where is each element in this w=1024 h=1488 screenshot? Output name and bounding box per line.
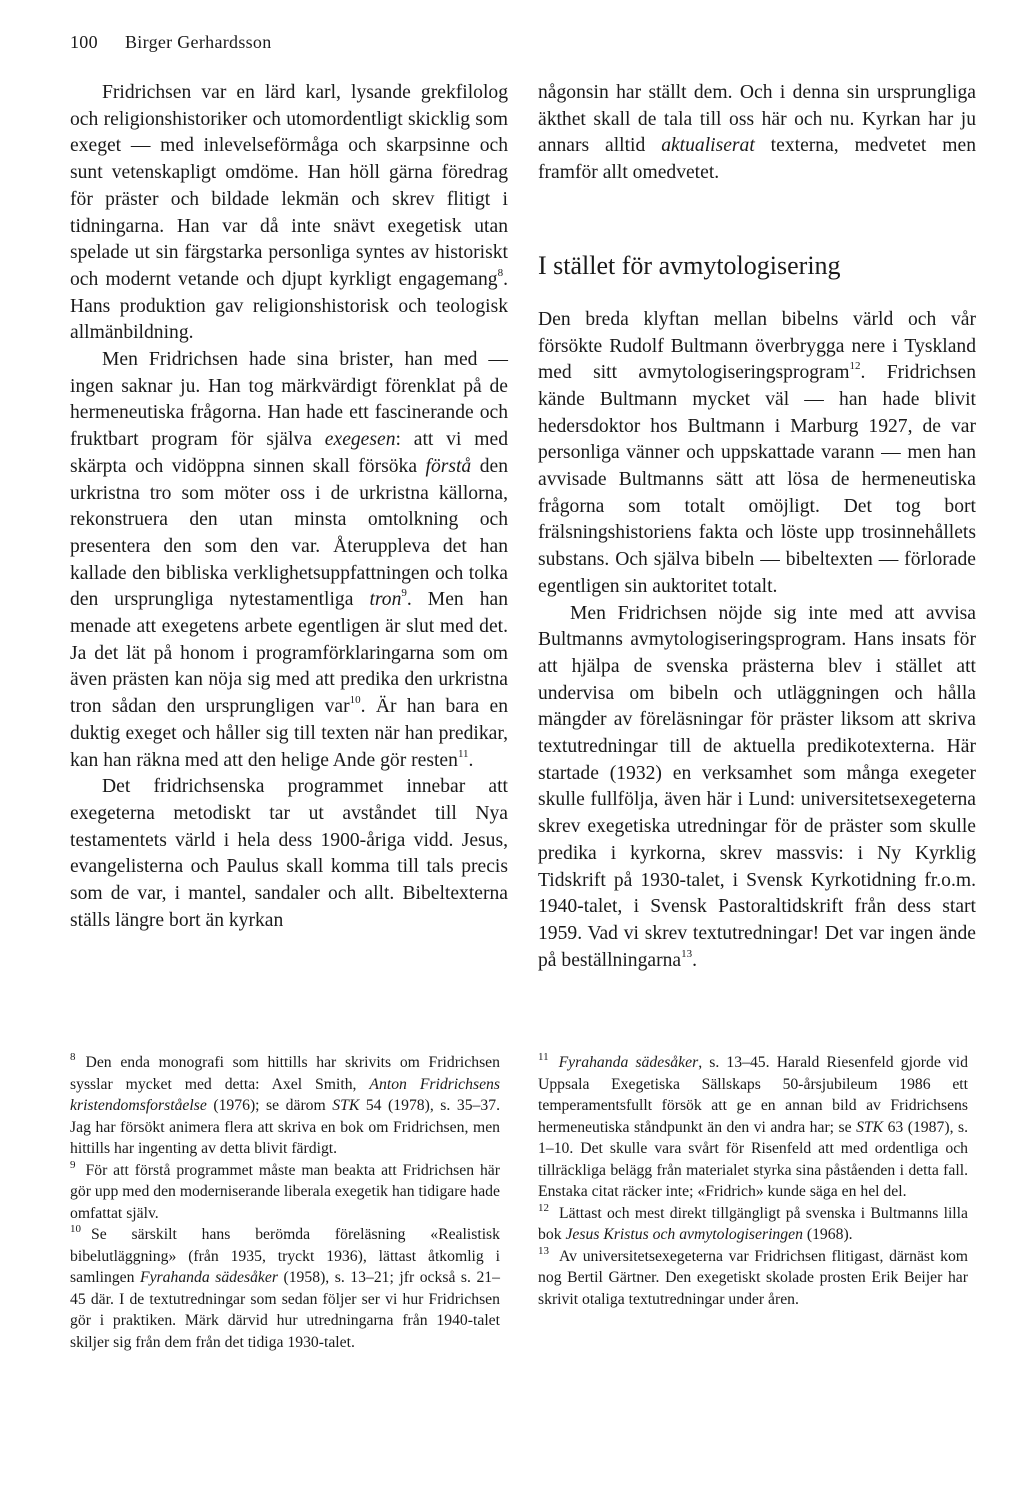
left-column (70, 80, 508, 935)
footnotes-left (70, 1052, 500, 1353)
paragraph: Det fridrichsenska programmet innebar att exegeterna metodiskt tar ut avståndet till Nya testamentets värld i hela dess 1900-åriga vidd. Jesus, evangelisterna och Paulus skall komma till tals precis som de var, i mantel, sandaler och allt. Bibeltexterna ställs längre bort än kyrkan (70, 776, 508, 931)
footnote-ref-11: 11 (457, 747, 469, 760)
footnote-number: 8 (70, 1051, 76, 1063)
text-run: Men Fridrichsen hade sina brister, han med — ingen saknar ju. Han tog märkvärdigt förenklat på de hermeneutiska frågorna. Han hade ett fascinerande och fruktbart program för själva (70, 349, 508, 451)
italic-term: Anton Fridrichsens kristendomsforståelse (70, 1075, 500, 1114)
text-run: Av universitetsexegeterna var Fridrichsen flitigast, därnäst kom nog Bertil Gärtner. Den exegetiskt skolade prosten Erik Beijer har skrivit otaliga textutredningar under åren. (538, 1247, 968, 1308)
footnote-ref-10: 10 (349, 694, 361, 707)
footnote-ref-8: 8 (497, 266, 504, 279)
footnotes-right (538, 1052, 968, 1310)
italic-term: STK (332, 1097, 360, 1114)
author-name: Birger Gerhardsson (125, 32, 272, 52)
footnote-8 (70, 1052, 500, 1160)
italic-term: Fyrahanda sädesåker (140, 1269, 278, 1286)
footnote-12 (538, 1203, 968, 1246)
text-run: . Fridrichsen kände Bultmann mycket väl — han hade blivit hedersdoktor hos Bultmann i Marburg 1927, de var personliga vänner och uppskattade varann — men han avvisade Bultmanns sätt att lösa de hermeneutiska frågorna som totalt omöjligt. Det tog bort frälsningshistoriens fakta och löste upp trosinnehållets substans. Och själva bibeln — bibeltexten — förlorade egentligen sin auktoritet totalt. (538, 362, 976, 597)
paragraph (538, 80, 976, 187)
text-run: För att förstå programmet måste man beakta att Fridrichsen här gör upp med den moderniserande liberala exegetik han tidigare hade omfattat själv. (70, 1161, 500, 1222)
text-run: (1958), s. 13–21; jfr också s. 21–45 där. I de textutredningar som sedan följer ser vi hur Fridrichsen gör i praktiken. Märk därvid hur utredningarna från 1940-talet skiljer sig från dem från det tidiga 1930-talet. (70, 1269, 500, 1351)
text-run: . (692, 949, 697, 971)
text-run: . Hans produktion gav religionshistorisk och teologisk allmänbildning. (70, 268, 508, 344)
section-heading: I stället för avmytologisering (538, 250, 841, 280)
italic-term: exegesen (324, 429, 396, 451)
paragraph (70, 80, 508, 347)
text-run: (1968). (802, 1226, 853, 1243)
footnote-10 (70, 1224, 500, 1353)
text-run: Fridrichsen var en lärd karl, lysande grekfilolog och religionshistoriker och utomordentligt skicklig som exeget — med inlevelseförmåga och skarpsinne och sunt vetenskapligt omdöme. Han höll gärna föredrag för präster och bildade lekmän och skrev flitigt i tidningarna. Han var då inte snävt exegetisk utan spelade ut sin färgstarka personliga syntes av historiskt och modernt vetande och djupt kyrkligt engagemang (70, 82, 508, 290)
text-run: (1976); se därom (206, 1097, 333, 1114)
text-run: . Men han menade att exegetens arbete egentligen är slut med det. Ja det lät på honom i programförklaringarna som om även prästen kan nöja sig med att predika den urkristna tron sådan den ursprungligen var (70, 589, 509, 718)
text-run: Den breda klyftan mellan bibelns värld och vår försökte Rudolf Bultmann överbrygga nere i Tyskland med sitt avmytologiseringsprogram (538, 308, 976, 384)
footnote-number: 13 (538, 1244, 549, 1257)
italic-term: STK (856, 1118, 884, 1136)
footnote-number: 10 (70, 1223, 81, 1235)
text-run: 54 (1978), s. 35–37. Jag har försökt animera flera att skriva en bok om Fridrichsen, men hittills har ingenting av detta blivit färdigt. (70, 1097, 500, 1157)
footnote-13 (538, 1246, 968, 1311)
footnote-ref-12: 12 (849, 360, 861, 373)
italic-term: Fyrahanda sädesåker (558, 1054, 699, 1071)
text-run: , s. 13–45. Harald Riesenfeld gjorde vid Uppsala Exegetiska Sällskaps 50-årsjubileum 1986 ett temperamentsfullt försök att ge en annan bild av Fridrichsens hermeneutiska ståndpunkt än den vi andra har; se (538, 1054, 968, 1136)
text-run: : att vi med skärpta och vidöppna sinnen skall försöka (70, 429, 508, 477)
footnote-9 (70, 1160, 500, 1225)
text-run: 63 (1987), s. 1–10. Det skulle vara svårt för Risenfeld att med ordentliga och tillräckliga belägg från materialet styrka sina påståenden i detta fall. Enstaka citat räcker inte; «Fridrich» kunde säga en hel del. (538, 1118, 968, 1200)
text-run: Den enda monografi som hittills har skrivits om Fridrichsen sysslar mycket med detta: Axel Smith, (70, 1054, 500, 1093)
italic-term: tron (369, 589, 402, 611)
footnote-number: 9 (70, 1158, 76, 1171)
running-header (70, 32, 272, 53)
paragraph (70, 347, 508, 774)
footnote-ref-13: 13 (681, 947, 693, 960)
italic-term: Jesus Kristus och avmytologiseringen (565, 1226, 803, 1243)
page-number: 100 (70, 32, 98, 52)
italic-term: aktualiserat (661, 135, 755, 157)
text-run: Lättast och mest direkt tillgängligt på svenska i Bultmanns lilla bok (538, 1204, 968, 1243)
footnote-ref-9: 9 (401, 587, 407, 600)
text-run: . (468, 749, 474, 771)
text-run: den urkristna tro som möter oss i de urkristna källorna, rekonstruera den utan minsta omtolkning och presentera den som den var. Återuppleva det han kallade den bibliska verklighetsuppfattningen och tolka den ursprungliga nytestamentliga (70, 455, 508, 611)
text-run: . Är han bara en duktig exeget och håller sig till texten när han predikar, kan han räkna med att den helige Ande gör resten (70, 696, 508, 771)
text-run: Men Fridrichsen nöjde sig inte med att avvisa Bultmanns avmytologiseringsprogram. Hans insats för att hjälpa de svenska prästerna blev i stället att undervisa om bibeln och utläggningen och hålla mängder av föreläsningar för präster liksom att skriva textutredningar till de aktuella predikotexterna. Här startade (1932) en verksamhet som många exegeter skulle fullfölja, även här i Lund: universitetsexegeterna skrev exegetiska utredningar för de präster som skulle predika i kyrkorna, skrev massvis: i Ny Kyrklig Tidskrift på 1930-talet, i Svensk Kyrkotidning fr.o.m. 1940-talet, i Svensk Pastoraltidskrift från dess start 1959. Vad vi skrev textutredningar! Det var ingen ände på beställningarna (538, 602, 976, 971)
text-run: texterna, medvetet men framför allt omedvetet. (538, 135, 976, 184)
footnote-number: 12 (538, 1201, 549, 1214)
text-run: någonsin har ställt dem. Och i denna sin ursprungliga äkthet skall de tala till oss här och nu. Kyrkan har ju annars alltid (538, 82, 976, 157)
footnote-11 (538, 1052, 968, 1203)
paragraph (538, 307, 976, 601)
paragraph (538, 601, 976, 975)
right-column (538, 80, 976, 974)
italic-term: förstå (425, 455, 472, 477)
text-run: Se särskilt hans berömda föreläsning «Realistisk bibelutläggning» (från 1935, tryckt 1936), lättast åtkomlig i samlingen (70, 1226, 500, 1286)
footnote-number: 11 (538, 1051, 549, 1063)
